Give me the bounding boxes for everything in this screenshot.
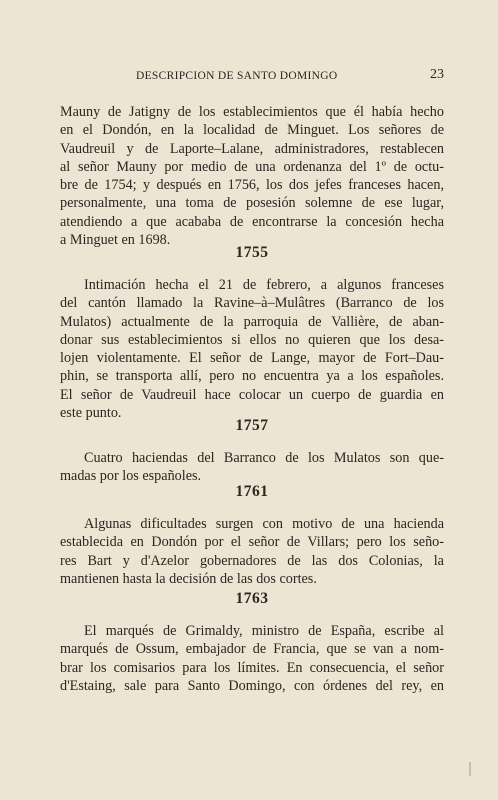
text-line: madas por los españoles. xyxy=(60,468,202,485)
running-title: DESCRIPCION DE SANTO DOMINGO xyxy=(136,70,338,82)
paragraph-1763 xyxy=(60,622,444,695)
text-line: al señor Mauny por medio de una ordenanza del 1º de octu- xyxy=(60,158,444,175)
paragraph-1761 xyxy=(60,515,444,588)
text-line: El señor de Vaudreuil hace colocar un cuerpo de guardia en xyxy=(60,386,444,403)
text-line: este punto. xyxy=(60,405,122,422)
text-line: El marqués de Grimaldy, ministro de España, escribe al xyxy=(84,623,444,639)
text-line: res Bart y d'Azelor gobernadores de las dos Colonias, la xyxy=(60,552,444,569)
year-heading-1757: 1757 xyxy=(235,417,269,434)
text-line: lojen violentamente. El señor de Lange, mayor de Fort–Dau- xyxy=(60,350,444,367)
paragraph-continuation xyxy=(60,103,444,249)
text-line: donar sus establecimientos si ellos no quieren que los desa- xyxy=(60,331,444,348)
text-line: marqués de Ossum, embajador de Francia, que se van a nom- xyxy=(60,641,444,658)
running-head xyxy=(60,67,444,88)
text-line: Algunas dificultades surgen con motivo de una hacienda xyxy=(84,516,444,532)
text-line: Intimación hecha el 21 de febrero, a algunos franceses xyxy=(84,277,444,293)
text-line: en el Dondón, en la localidad de Minguet. Los señores de xyxy=(60,122,444,139)
year-heading-1761: 1761 xyxy=(235,483,269,500)
text-line: mantienen hasta la decisión de las dos cortes. xyxy=(60,570,317,587)
text-line: a Minguet en 1698. xyxy=(60,232,171,249)
text-line: Cuatro haciendas del Barranco de los Mulatos son que- xyxy=(84,450,444,466)
page-number: 23 xyxy=(430,67,444,82)
text-line: Mauny de Jatigny de los establecimientos que él había hecho xyxy=(60,104,444,120)
text-line: brar los comisarios para los límites. En consecuencia, el señor xyxy=(60,659,444,676)
text-line: del cantón llamado la Ravine–à–Mulâtres (Barranco de los xyxy=(60,295,444,312)
page-edge-mark xyxy=(469,762,471,776)
text-line: atendiendo a que acababa de encontrarse la concesión hecha xyxy=(60,213,444,230)
year-heading-1763: 1763 xyxy=(235,590,269,607)
text-line: Mulatos) actualmente de la parroquia de Vallière, de aban- xyxy=(60,313,444,330)
paragraph-1755 xyxy=(60,276,444,422)
text-line: bre de 1754; y después en 1756, los dos jefes franceses hacen, xyxy=(60,177,444,194)
text-line: personalmente, una toma de posesión solemne de ese lugar, xyxy=(60,195,444,212)
year-heading-1755: 1755 xyxy=(235,244,269,261)
paragraph-1757 xyxy=(60,449,444,486)
text-line: Vaudreuil y de Laporte–Lalane, administradores, restablecen xyxy=(60,140,444,157)
text-line: establecida en Dondón por el señor de Villars; pero los seño- xyxy=(60,534,444,551)
text-line: d'Estaing, sale para Santo Domingo, con órdenes del rey, en xyxy=(60,677,444,694)
text-line: phin, se transporta allí, pero no encuentra ya a los españoles. xyxy=(60,368,444,385)
